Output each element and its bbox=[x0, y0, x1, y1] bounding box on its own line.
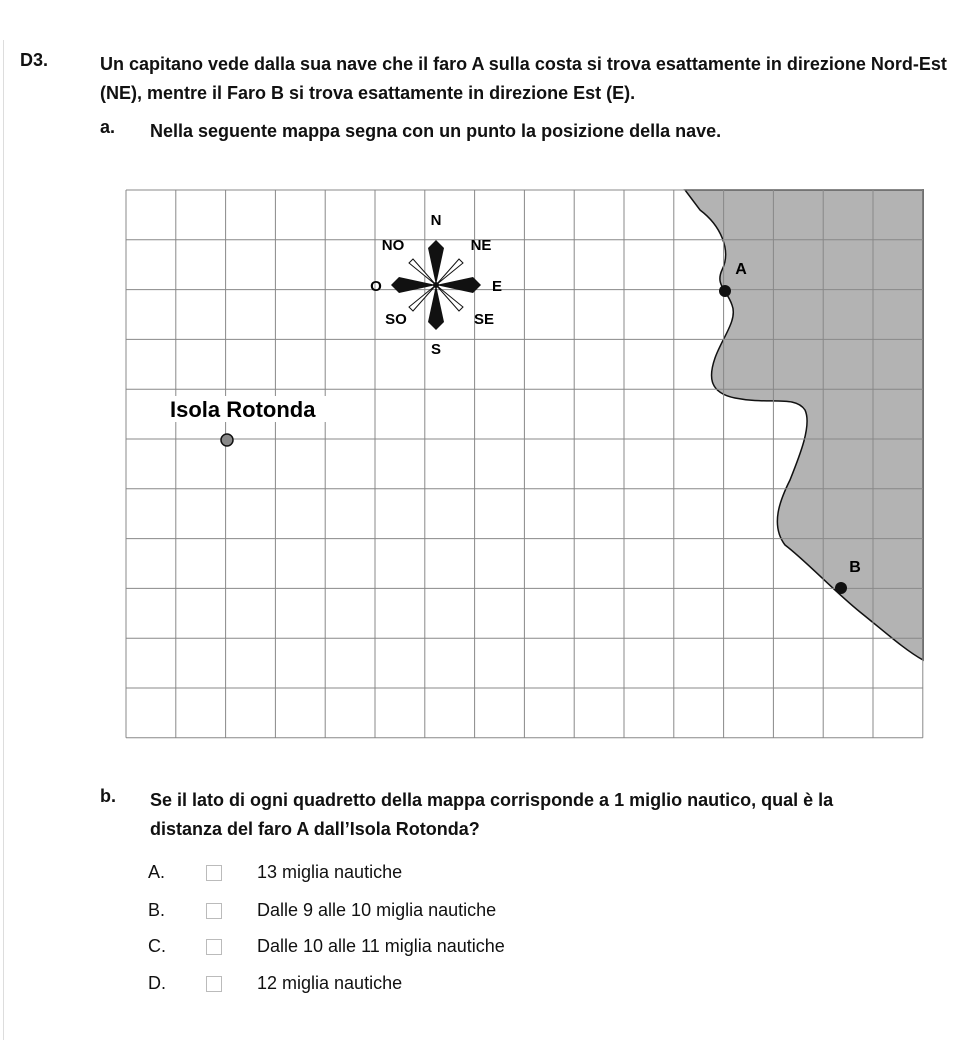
option-b-letter: B. bbox=[148, 900, 166, 920]
compass-ne-label: NE bbox=[470, 237, 492, 254]
question-number: D3. bbox=[20, 50, 49, 70]
compass-s-label: S bbox=[430, 341, 442, 358]
compass-n-label: N bbox=[430, 212, 442, 229]
coastline-land bbox=[685, 190, 923, 660]
option-b-text: Dalle 9 alle 10 miglia nautiche bbox=[257, 900, 497, 920]
option-a-text: 13 miglia nautiche bbox=[257, 862, 403, 882]
option-a-checkbox[interactable] bbox=[206, 865, 222, 881]
option-c-letter: C. bbox=[148, 936, 166, 956]
lighthouse-b-marker bbox=[835, 582, 847, 594]
compass-o-label: O bbox=[370, 278, 382, 295]
island-marker bbox=[221, 434, 233, 446]
option-a-letter: A. bbox=[148, 862, 166, 882]
option-d-checkbox[interactable] bbox=[206, 976, 222, 992]
compass-e-label: E bbox=[491, 278, 503, 295]
lighthouse-a-label: A bbox=[735, 261, 747, 278]
part-a-letter: a. bbox=[100, 117, 116, 137]
part-b-letter: b. bbox=[100, 786, 116, 806]
option-d-letter: D. bbox=[148, 973, 166, 993]
lighthouse-b-label: B bbox=[849, 559, 861, 576]
compass-se-label: SE bbox=[473, 311, 495, 328]
lighthouse-a-marker bbox=[719, 285, 731, 297]
part-b-text-line2: distanza del faro A dall’Isola Rotonda? bbox=[150, 819, 480, 839]
option-b-checkbox[interactable] bbox=[206, 903, 222, 919]
question-text: Un capitano vede dalla sua nave che il faro A sulla costa si trova esattamente in direzione Nord-Est (NE), mentre il Faro B si trova esattamente in direzione Est (E). bbox=[100, 54, 947, 103]
option-d-text: 12 miglia nautiche bbox=[257, 973, 403, 993]
island-label: Isola Rotonda bbox=[170, 397, 316, 422]
part-b-text-line1: Se il lato di ogni quadretto della mappa corrisponde a 1 miglio nautico, qual è la bbox=[150, 790, 834, 810]
compass-so-label: SO bbox=[385, 311, 407, 328]
option-c-text: Dalle 10 alle 11 miglia nautiche bbox=[257, 936, 505, 956]
part-a-text: Nella seguente mappa segna con un punto la posizione della nave. bbox=[150, 121, 722, 141]
option-c-checkbox[interactable] bbox=[206, 939, 222, 955]
compass-no-label: NO bbox=[381, 237, 405, 254]
